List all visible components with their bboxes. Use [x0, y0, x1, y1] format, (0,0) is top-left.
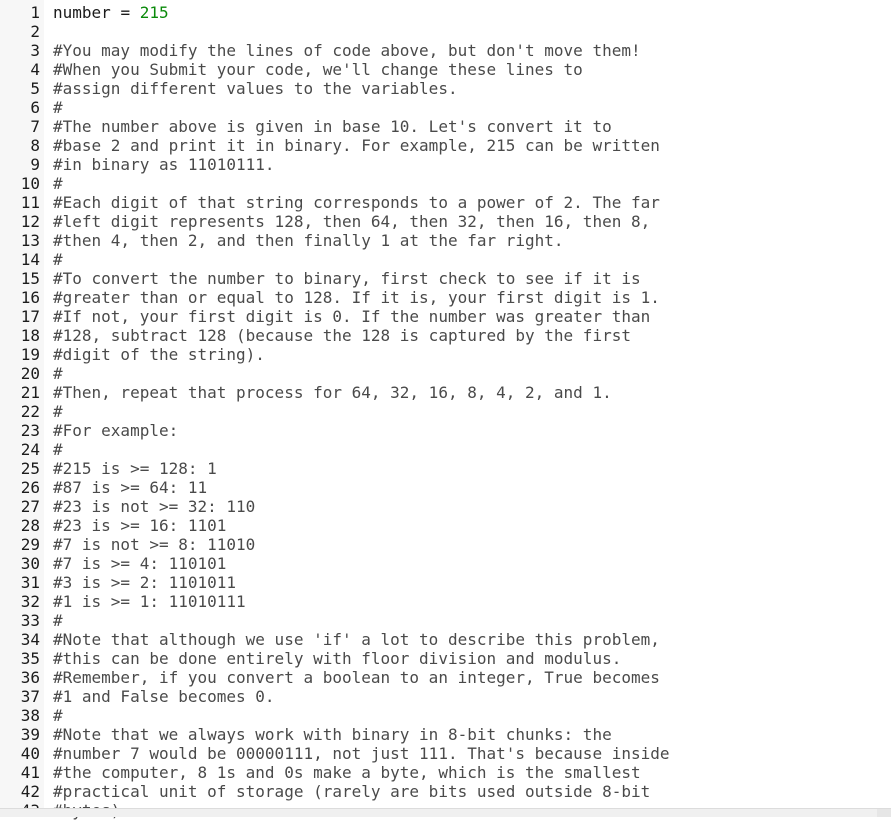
line-content[interactable]: #Then, repeat that process for 64, 32, 16, 8, 4, 2, and 1. [53, 383, 612, 402]
line-number: 22 [20, 402, 40, 421]
line-content[interactable]: #To convert the number to binary, first check to see if it is [53, 269, 641, 288]
code-line[interactable] [0, 364, 891, 383]
code-line[interactable] [0, 687, 891, 706]
code-line[interactable] [0, 516, 891, 535]
line-content[interactable]: # [53, 98, 63, 117]
line-content[interactable]: #assign different values to the variables. [53, 79, 458, 98]
line-content[interactable]: #If not, your first digit is 0. If the number was greater than [53, 307, 651, 326]
code-lines[interactable] [0, 3, 891, 820]
code-line[interactable] [0, 725, 891, 744]
line-content[interactable]: # [53, 364, 63, 383]
line-number: 34 [20, 630, 40, 649]
line-number: 29 [20, 535, 40, 554]
code-line[interactable] [0, 22, 891, 41]
line-content[interactable]: #digit of the string). [53, 345, 265, 364]
line-number: 39 [20, 725, 40, 744]
code-line[interactable] [0, 212, 891, 231]
line-content[interactable]: #For example: [53, 421, 179, 440]
horizontal-scrollbar[interactable] [0, 808, 891, 817]
line-number: 24 [20, 440, 40, 459]
line-number: 42 [20, 782, 40, 801]
code-line[interactable] [0, 231, 891, 250]
code-line[interactable] [0, 193, 891, 212]
code-line[interactable] [0, 478, 891, 497]
code-line[interactable] [0, 307, 891, 326]
line-content[interactable]: #87 is >= 64: 11 [53, 478, 208, 497]
line-number: 41 [20, 763, 40, 782]
line-number: 30 [20, 554, 40, 573]
line-content[interactable]: #then 4, then 2, and then finally 1 at the far right. [53, 231, 564, 250]
line-content[interactable]: #Note that we always work with binary in 8-bit chunks: the [53, 725, 612, 744]
code-line[interactable] [0, 573, 891, 592]
line-content[interactable]: # [53, 250, 63, 269]
line-content[interactable]: #base 2 and print it in binary. For example, 215 can be written [53, 136, 660, 155]
line-content[interactable]: #7 is >= 4: 110101 [53, 554, 227, 573]
line-content[interactable]: #128, subtract 128 (because the 128 is captured by the first [53, 326, 631, 345]
line-number: 13 [20, 231, 40, 250]
code-line[interactable] [0, 554, 891, 573]
code-line[interactable] [0, 383, 891, 402]
line-number: 15 [20, 269, 40, 288]
line-number: 33 [20, 611, 40, 630]
line-number: 40 [20, 744, 40, 763]
line-content[interactable]: #number 7 would be 00000111, not just 111. That's because inside [53, 744, 670, 763]
line-number: 27 [20, 497, 40, 516]
line-content[interactable]: # [53, 174, 63, 193]
number-literal: 215 [139, 3, 169, 22]
line-number: 25 [20, 459, 40, 478]
line-content[interactable]: #215 is >= 128: 1 [53, 459, 217, 478]
line-content[interactable]: #The number above is given in base 10. Let's convert it to [53, 117, 612, 136]
code-line[interactable] [0, 155, 891, 174]
code-line[interactable] [0, 630, 891, 649]
line-number: 20 [20, 364, 40, 383]
code-line[interactable] [0, 60, 891, 79]
code-line[interactable] [0, 611, 891, 630]
line-number: 21 [20, 383, 40, 402]
variable-name: number [53, 3, 111, 22]
code-line[interactable] [0, 288, 891, 307]
line-content[interactable]: #You may modify the lines of code above, but don't move them! [53, 41, 641, 60]
line-number: 28 [20, 516, 40, 535]
line-number: 3 [30, 41, 40, 60]
code-line[interactable] [0, 79, 891, 98]
code-line[interactable] [0, 98, 891, 117]
code-line[interactable] [0, 706, 891, 725]
line-content[interactable]: #the computer, 8 1s and 0s make a byte, which is the smallest [53, 763, 641, 782]
line-content[interactable]: #3 is >= 2: 1101011 [53, 573, 237, 592]
line-number: 4 [30, 60, 40, 79]
code-line[interactable] [0, 782, 891, 801]
line-number: 1 [30, 3, 40, 22]
line-number: 14 [20, 250, 40, 269]
code-line[interactable] [0, 744, 891, 763]
line-content[interactable]: # [53, 706, 63, 725]
code-line[interactable] [0, 649, 891, 668]
line-content[interactable]: #Each digit of that string corresponds to a power of 2. The far [53, 193, 660, 212]
line-number: 11 [20, 193, 40, 212]
line-content[interactable]: # [53, 440, 63, 459]
line-content[interactable]: #1 is >= 1: 11010111 [53, 592, 246, 611]
line-content[interactable]: #23 is >= 16: 1101 [53, 516, 227, 535]
code-line[interactable] [0, 269, 891, 288]
code-line[interactable] [0, 250, 891, 269]
line-content[interactable]: #Remember, if you convert a boolean to an integer, True becomes [53, 668, 660, 687]
code-line[interactable] [0, 440, 891, 459]
line-number: 2 [30, 22, 40, 41]
line-content[interactable]: #Note that although we use 'if' a lot to describe this problem, [53, 630, 660, 649]
line-number: 16 [20, 288, 40, 307]
code-line[interactable] [0, 421, 891, 440]
line-number: 8 [30, 136, 40, 155]
line-content[interactable]: #When you Submit your code, we'll change these lines to [53, 60, 583, 79]
line-number: 12 [20, 212, 40, 231]
line-content[interactable]: # [53, 611, 63, 630]
code-line[interactable] [0, 136, 891, 155]
line-content[interactable]: #this can be done entirely with floor division and modulus. [53, 649, 622, 668]
line-content[interactable] [44, 3, 891, 22]
code-line[interactable] [0, 459, 891, 478]
code-line[interactable] [0, 345, 891, 364]
line-content[interactable]: #in binary as 11010111. [53, 155, 275, 174]
line-content[interactable]: #1 and False becomes 0. [53, 687, 275, 706]
line-number: 6 [30, 98, 40, 117]
code-line[interactable] [0, 763, 891, 782]
code-line[interactable] [0, 668, 891, 687]
line-content[interactable]: # [53, 402, 63, 421]
line-content[interactable]: #left digit represents 128, then 64, then 32, then 16, then 8, [53, 212, 651, 231]
line-number: 17 [20, 307, 40, 326]
line-number: 26 [20, 478, 40, 497]
code-line[interactable] [0, 535, 891, 554]
assignment-operator: = [120, 3, 131, 22]
line-number: 32 [20, 592, 40, 611]
line-number: 5 [30, 79, 40, 98]
code-line[interactable] [0, 326, 891, 345]
line-number: 37 [20, 687, 40, 706]
line-number: 38 [20, 706, 40, 725]
code-line[interactable] [0, 592, 891, 611]
line-number: 23 [20, 421, 40, 440]
code-line[interactable] [0, 174, 891, 193]
line-number: 31 [20, 573, 40, 592]
code-line[interactable] [0, 402, 891, 421]
scrollbar-corner [877, 809, 891, 817]
code-line[interactable] [0, 3, 891, 22]
line-number: 35 [20, 649, 40, 668]
line-number: 19 [20, 345, 40, 364]
line-content[interactable]: #7 is not >= 8: 11010 [53, 535, 256, 554]
code-line[interactable] [0, 497, 891, 516]
line-number: 36 [20, 668, 40, 687]
line-number: 9 [30, 155, 40, 174]
line-content[interactable]: #practical unit of storage (rarely are bits used outside 8-bit [53, 782, 651, 801]
code-line[interactable] [0, 117, 891, 136]
line-content[interactable]: #23 is not >= 32: 110 [53, 497, 256, 516]
line-number: 7 [30, 117, 40, 136]
line-content[interactable]: #greater than or equal to 128. If it is, your first digit is 1. [53, 288, 660, 307]
line-number: 10 [20, 174, 40, 193]
code-line[interactable] [0, 41, 891, 60]
line-number: 18 [20, 326, 40, 345]
